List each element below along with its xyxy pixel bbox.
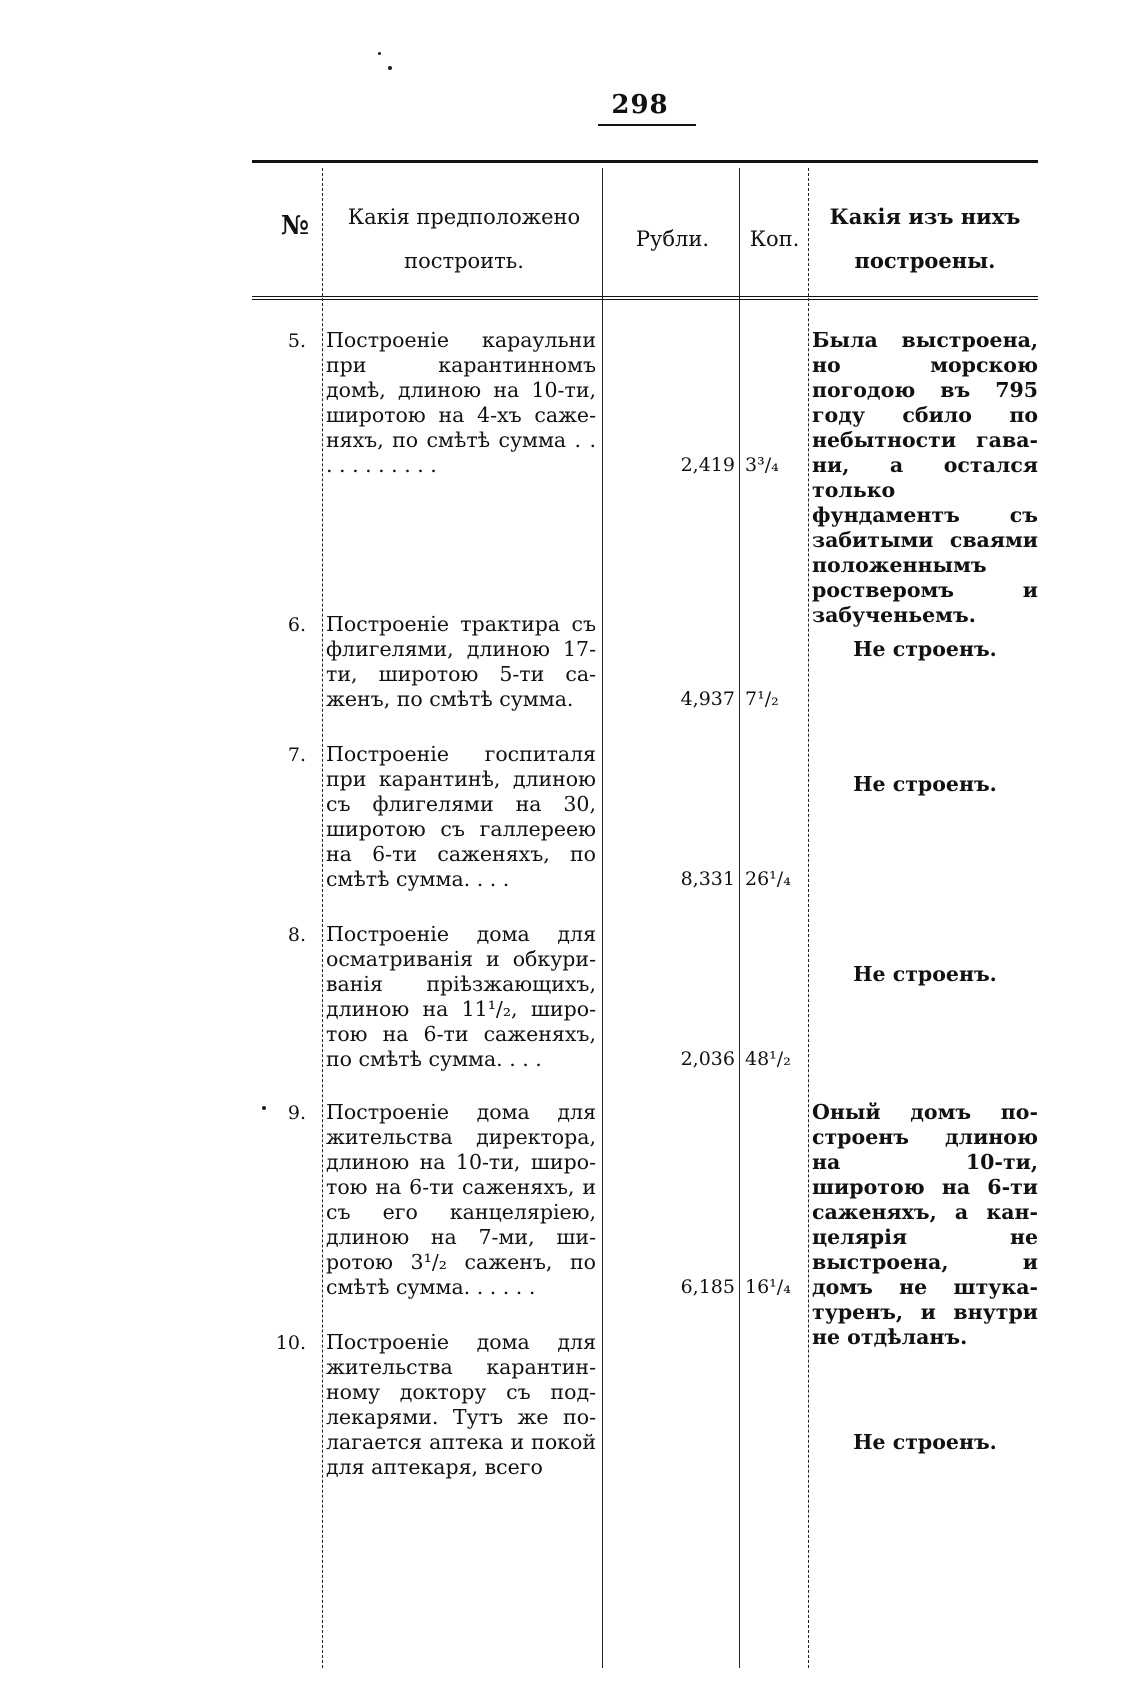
header-built: Какія изъ нихъ построены. bbox=[829, 204, 1021, 273]
row-built-status: Не строенъ. bbox=[853, 1430, 997, 1454]
row-kopecks: 3³/₄ bbox=[745, 454, 779, 476]
print-speck bbox=[262, 1106, 266, 1110]
row-number: 10. bbox=[275, 1332, 306, 1354]
print-speck bbox=[378, 52, 381, 55]
row-rubles: 2,419 bbox=[680, 454, 735, 476]
row-rubles: 4,937 bbox=[680, 688, 735, 710]
page-number: 298 bbox=[611, 90, 669, 120]
row-kopecks: 16¹/₄ bbox=[745, 1276, 791, 1298]
row-built-status: Была выстроена, но морскою погодою въ 795 году сбило по небытности гавани, а остался только фундаментъ съ забитыми сваями положеннымъ ростверомъ и забученьемъ. bbox=[812, 328, 1038, 627]
column-divider bbox=[322, 168, 323, 1668]
row-kopecks: 26¹/₄ bbox=[745, 868, 791, 890]
column-divider bbox=[602, 168, 603, 1668]
header-kopecks: Коп. bbox=[749, 227, 800, 251]
row-built-status: Не строенъ. bbox=[853, 772, 997, 796]
row-description: Построеніе дома для жительства директора, длиною на 10-ти, широтою на 6-ти саженяхъ, и съ его канцеляріею, длиною на 7-ми, широтою 3¹/₂ саженъ, по смѣтѣ сумма. . . . . . bbox=[326, 1100, 596, 1299]
row-rubles: 8,331 bbox=[680, 868, 735, 890]
row-description: Построеніе трактира съ флигелями, длиною 17-ти, широтою 5-ти саженъ, по смѣтѣ сумма. bbox=[326, 612, 596, 711]
header-number: № bbox=[280, 211, 310, 241]
row-built-status: Оный домъ построенъ длиною на 10-ти, широтою на 6-ти саженяхъ, а канцелярія не выстроена, и домъ не штукатуренъ, и внутри не отдѣланъ. bbox=[812, 1100, 1038, 1349]
header-description: Какія предположено построить. bbox=[347, 205, 581, 273]
row-number: 9. bbox=[287, 1102, 306, 1124]
column-divider bbox=[739, 168, 740, 1668]
row-rubles: 6,185 bbox=[680, 1276, 735, 1298]
row-number: 6. bbox=[287, 614, 306, 636]
row-kopecks: 48¹/₂ bbox=[745, 1048, 791, 1070]
row-number: 5. bbox=[287, 330, 306, 352]
row-rubles: 2,036 bbox=[680, 1048, 735, 1070]
row-kopecks: 7¹/₂ bbox=[745, 688, 779, 710]
row-description: Построеніе дома для осматриванія и обкуриванія пріѣзжающихъ, длиною на 11¹/₂, широтою на 6-ти саженяхъ, по смѣтѣ сумма. . . . bbox=[326, 922, 596, 1071]
table-top-rule bbox=[252, 160, 1038, 163]
print-speck bbox=[388, 66, 392, 70]
header-rubles: Рубли. bbox=[635, 227, 710, 251]
row-built-status: Не строенъ. bbox=[853, 637, 997, 661]
column-divider bbox=[808, 168, 809, 1668]
row-description: Построеніе госпиталя при карантинѣ, длиною съ флигелями на 30, широтою съ галлереею на 6-ти саженяхъ, по смѣтѣ сумма. . . . bbox=[326, 742, 596, 891]
table-header-rule bbox=[252, 296, 1038, 303]
row-description: Построеніе караульни при карантинномъ домѣ, длиною на 10-ти, широтою на 4-хъ саженяхъ, по смѣтѣ сумма . . . . . . . . . . . bbox=[326, 328, 596, 477]
page-number-underline bbox=[598, 124, 696, 126]
row-number: 8. bbox=[287, 924, 306, 946]
row-built-status: Не строенъ. bbox=[853, 962, 997, 986]
row-description: Построеніе дома для жительства карантинному доктору съ подлекарями. Тутъ же полагается аптека и покой для аптекаря, всего bbox=[326, 1330, 596, 1479]
row-number: 7. bbox=[287, 744, 306, 766]
